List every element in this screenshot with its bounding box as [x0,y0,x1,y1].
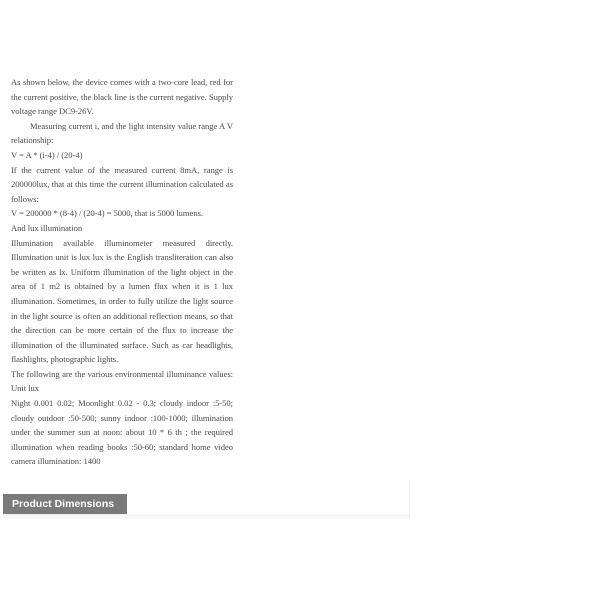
paragraph-illumination: Illumination available illuminometer measured directly. Illumination unit is lux lux is the English transliteration can also be written as lx. Uniform illumination of the light object in the area of 1 m2 is obtained by a lumen flux when it is 1 lux illumination. Sometimes, in order to fully utilize the light source in the light source is often an additional reflection means, so that the direction can be more certain of the flux to increase the illumination of the illuminated surface. Such as car headlights, flashlights, photographic lights. [11,237,233,365]
description-text [11,75,233,469]
paragraph-formula: V = A * (i-4) / (20-4) [11,149,83,160]
section-title-product-dimensions: Product Dimensions [3,494,127,514]
paragraph-example: If the current value of the measured current 8mA, range is 200000lux, that at this time the current illumination calculated as follows: [11,164,233,204]
paragraph-values-intro: The following are the various environmental illuminance values: Unit lux [11,368,233,394]
paragraph-lux-heading: And lux illumination [11,222,83,233]
paragraph-relationship: Measuring current i, and the light intensity value range A V relationship: [11,120,233,146]
paragraph-calculation: V = 200000 * (8-4) / (20-4) = 5000, that is 5000 lumens. [11,208,203,219]
vertical-divider [409,480,410,520]
paragraph-values-list: Night 0.001 0.02; Moonlight 0.02 - 0.3; cloudy indoor :5-50; cloudy outdoor :50-500; sunny indoor :100-1000; illumination under the summer sun at noon: about 10 * 6 th ; the required illumination when reading books :50-60; standard home video camera illumination: 1400 [11,398,233,467]
paragraph-wiring: As shown below, the device comes with a two-core lead, red for the current positive, the black line is the current negative. Supply voltage range DC9-26V. [11,77,233,117]
section-divider [3,514,409,519]
